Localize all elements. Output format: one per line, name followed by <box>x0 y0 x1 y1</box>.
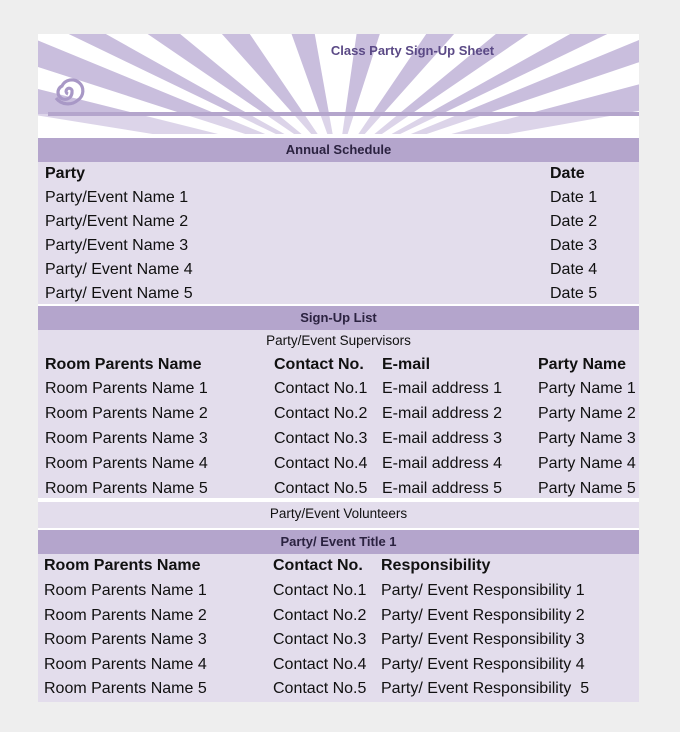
supervisor-email: E-mail address 1 <box>382 380 503 397</box>
volunteers-subheader <box>38 502 639 528</box>
schedule-party: Party/Event Name 3 <box>45 237 189 254</box>
schedule-table <box>38 162 639 304</box>
supervisor-email: E-mail address 5 <box>382 480 503 497</box>
volunteer-responsibility: Party/ Event Responsibility 3 <box>381 631 585 648</box>
volunteers-col-contact: Contact No. <box>273 557 363 574</box>
supervisor-name: Room Parents Name 4 <box>45 455 208 472</box>
volunteers-table <box>38 554 639 702</box>
event-title-bar <box>38 530 639 554</box>
signup-sheet <box>38 34 639 702</box>
schedule-date: Date 2 <box>550 213 598 230</box>
supervisor-contact: Contact No.1 <box>274 380 368 397</box>
volunteer-responsibility: Party/ Event Responsibility 5 <box>381 680 590 697</box>
supervisor-name: Room Parents Name 2 <box>45 405 208 422</box>
supervisor-contact: Contact No.4 <box>274 455 368 472</box>
schedule-date: Date 5 <box>550 285 598 302</box>
volunteer-name: Room Parents Name 4 <box>44 656 207 673</box>
supervisors-col-party: Party Name <box>538 356 627 373</box>
supervisors-col-contact: Contact No. <box>274 356 364 373</box>
volunteer-contact: Contact No.4 <box>273 656 367 673</box>
supervisor-name: Room Parents Name 1 <box>45 380 208 397</box>
signup-header-bar <box>38 306 639 330</box>
schedule-header-bar <box>38 138 639 162</box>
volunteer-name: Room Parents Name 3 <box>44 631 207 648</box>
schedule-date: Date 4 <box>550 261 598 278</box>
schedule-date: Date 1 <box>550 189 598 206</box>
supervisors-heading: Party/Event Supervisors <box>266 333 411 348</box>
supervisors-table <box>38 352 639 498</box>
volunteers-col-responsibility: Responsibility <box>381 557 491 574</box>
schedule-party: Party/Event Name 2 <box>45 213 189 230</box>
supervisor-party: Party Name 5 <box>538 480 636 497</box>
volunteer-responsibility: Party/ Event Responsibility 2 <box>381 607 585 624</box>
supervisor-contact: Contact No.2 <box>274 405 368 422</box>
schedule-party: Party/ Event Name 4 <box>45 261 193 278</box>
supervisor-name: Room Parents Name 3 <box>45 430 208 447</box>
event-title: Party/ Event Title 1 <box>280 534 397 549</box>
supervisors-col-email: E-mail <box>382 356 431 373</box>
supervisor-email: E-mail address 4 <box>382 455 503 472</box>
volunteer-name: Room Parents Name 1 <box>44 582 207 599</box>
schedule-party: Party/Event Name 1 <box>45 189 189 206</box>
supervisor-party: Party Name 1 <box>538 380 636 397</box>
schedule-col-date: Date <box>550 165 585 182</box>
schedule-heading: Annual Schedule <box>285 142 392 157</box>
page-title: Class Party Sign-Up Sheet <box>330 43 495 58</box>
supervisors-subheader <box>38 330 639 352</box>
volunteer-contact: Contact No.5 <box>273 680 367 697</box>
supervisor-email: E-mail address 3 <box>382 430 503 447</box>
volunteer-name: Room Parents Name 2 <box>44 607 207 624</box>
schedule-date: Date 3 <box>550 237 598 254</box>
volunteer-contact: Contact No.2 <box>273 607 367 624</box>
volunteers-heading: Party/Event Volunteers <box>269 506 408 521</box>
header-banner <box>38 34 639 134</box>
supervisors-col-name: Room Parents Name <box>45 356 202 373</box>
schedule-col-party: Party <box>45 165 86 182</box>
volunteer-responsibility: Party/ Event Responsibility 4 <box>381 656 585 673</box>
supervisor-contact: Contact No.5 <box>274 480 368 497</box>
supervisor-party: Party Name 4 <box>538 455 636 472</box>
signup-heading: Sign-Up List <box>300 310 377 325</box>
volunteer-contact: Contact No.3 <box>273 631 367 648</box>
supervisor-party: Party Name 3 <box>538 430 636 447</box>
schedule-party: Party/ Event Name 5 <box>45 285 193 302</box>
volunteers-col-name: Room Parents Name <box>44 557 201 574</box>
supervisor-name: Room Parents Name 5 <box>45 480 208 497</box>
supervisor-email: E-mail address 2 <box>382 405 503 422</box>
supervisor-party: Party Name 2 <box>538 405 636 422</box>
volunteer-contact: Contact No.1 <box>273 582 367 599</box>
supervisor-contact: Contact No.3 <box>274 430 368 447</box>
volunteer-name: Room Parents Name 5 <box>44 680 207 697</box>
volunteer-responsibility: Party/ Event Responsibility 1 <box>381 582 585 599</box>
